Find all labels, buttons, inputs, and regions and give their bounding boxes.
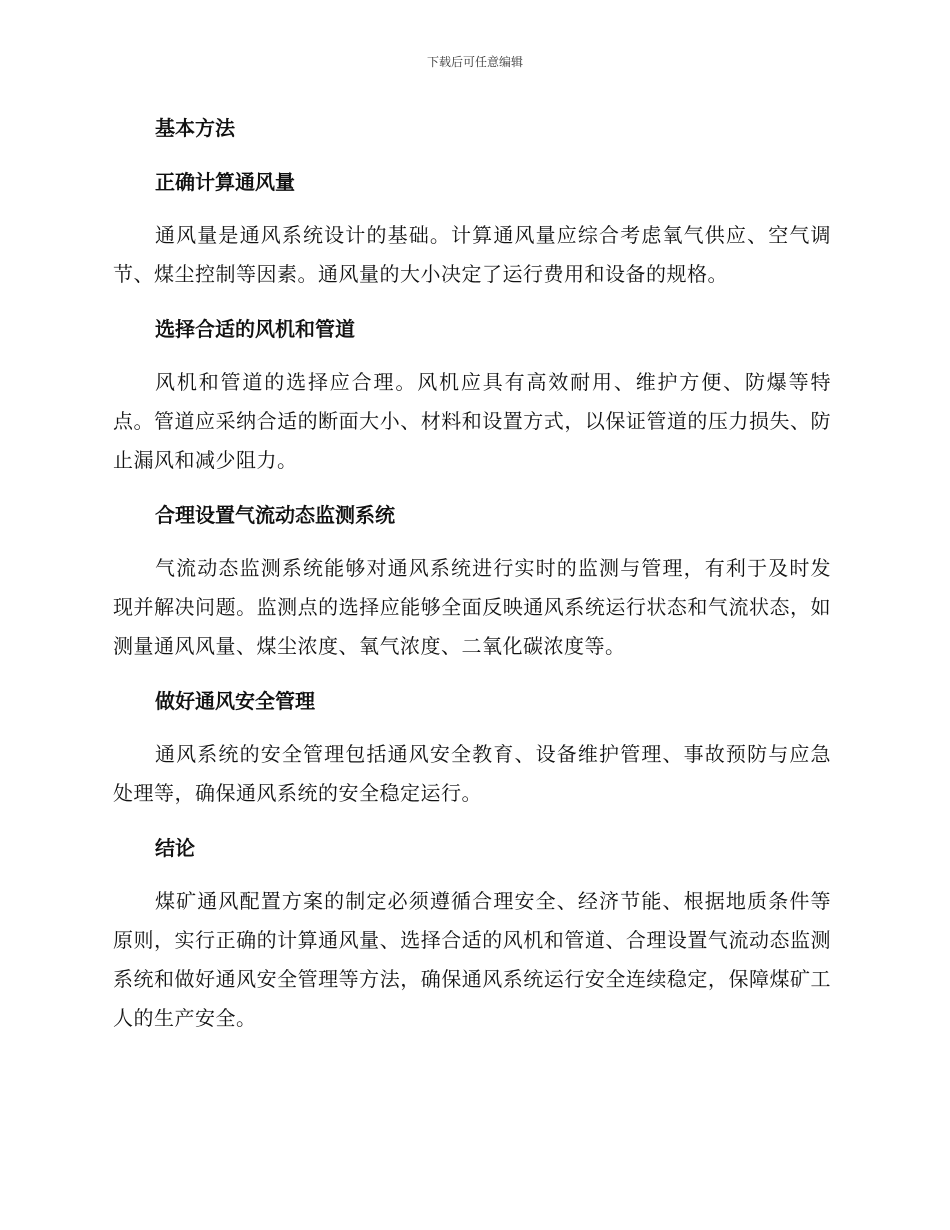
section-heading-safety-management: 做好通风安全管理 — [155, 689, 315, 713]
document-body — [113, 108, 831, 1038]
paragraph-fans-ducts: 风机和管道的选择应合理。风机应具有高效耐用、维护方便、防爆等特点。管道应采纳合适的断面大小、材料和设置方式，以保证管道的压力损失、防止漏风和减少阻力。 — [113, 370, 831, 472]
section-heading-basic-methods: 基本方法 — [155, 116, 235, 140]
paragraph-conclusion: 煤矿通风配置方案的制定必须遵循合理安全、经济节能、根据地质条件等原则，实行正确的计算通风量、选择合适的风机和管道、合理设置气流动态监测系统和做好通风安全管理等方法，确保通风系统运行安全连续稳定，保障煤矿工人的生产安全。 — [113, 889, 831, 1030]
section-heading-ventilation-calc: 正确计算通风量 — [155, 170, 295, 194]
section-heading-fans-ducts: 选择合适的风机和管道 — [155, 317, 355, 341]
paragraph-airflow-monitoring: 气流动态监测系统能够对通风系统进行实时的监测与管理，有利于及时发现并解决问题。监测点的选择应能够全面反映通风系统运行状态和气流状态，如测量通风风量、煤尘浓度、氧气浓度、二氧化碳浓度等。 — [113, 556, 831, 658]
paragraph-safety-management: 通风系统的安全管理包括通风安全教育、设备维护管理、事故预防与应急处理等，确保通风系统的安全稳定运行。 — [113, 742, 831, 805]
section-heading-conclusion: 结论 — [155, 836, 195, 860]
paragraph-ventilation-calc: 通风量是通风系统设计的基础。计算通风量应综合考虑氧气供应、空气调节、煤尘控制等因素。通风量的大小决定了运行费用和设备的规格。 — [113, 223, 831, 286]
page-header: 下载后可任意编辑 — [426, 55, 523, 69]
section-heading-airflow-monitoring: 合理设置气流动态监测系统 — [155, 503, 395, 527]
